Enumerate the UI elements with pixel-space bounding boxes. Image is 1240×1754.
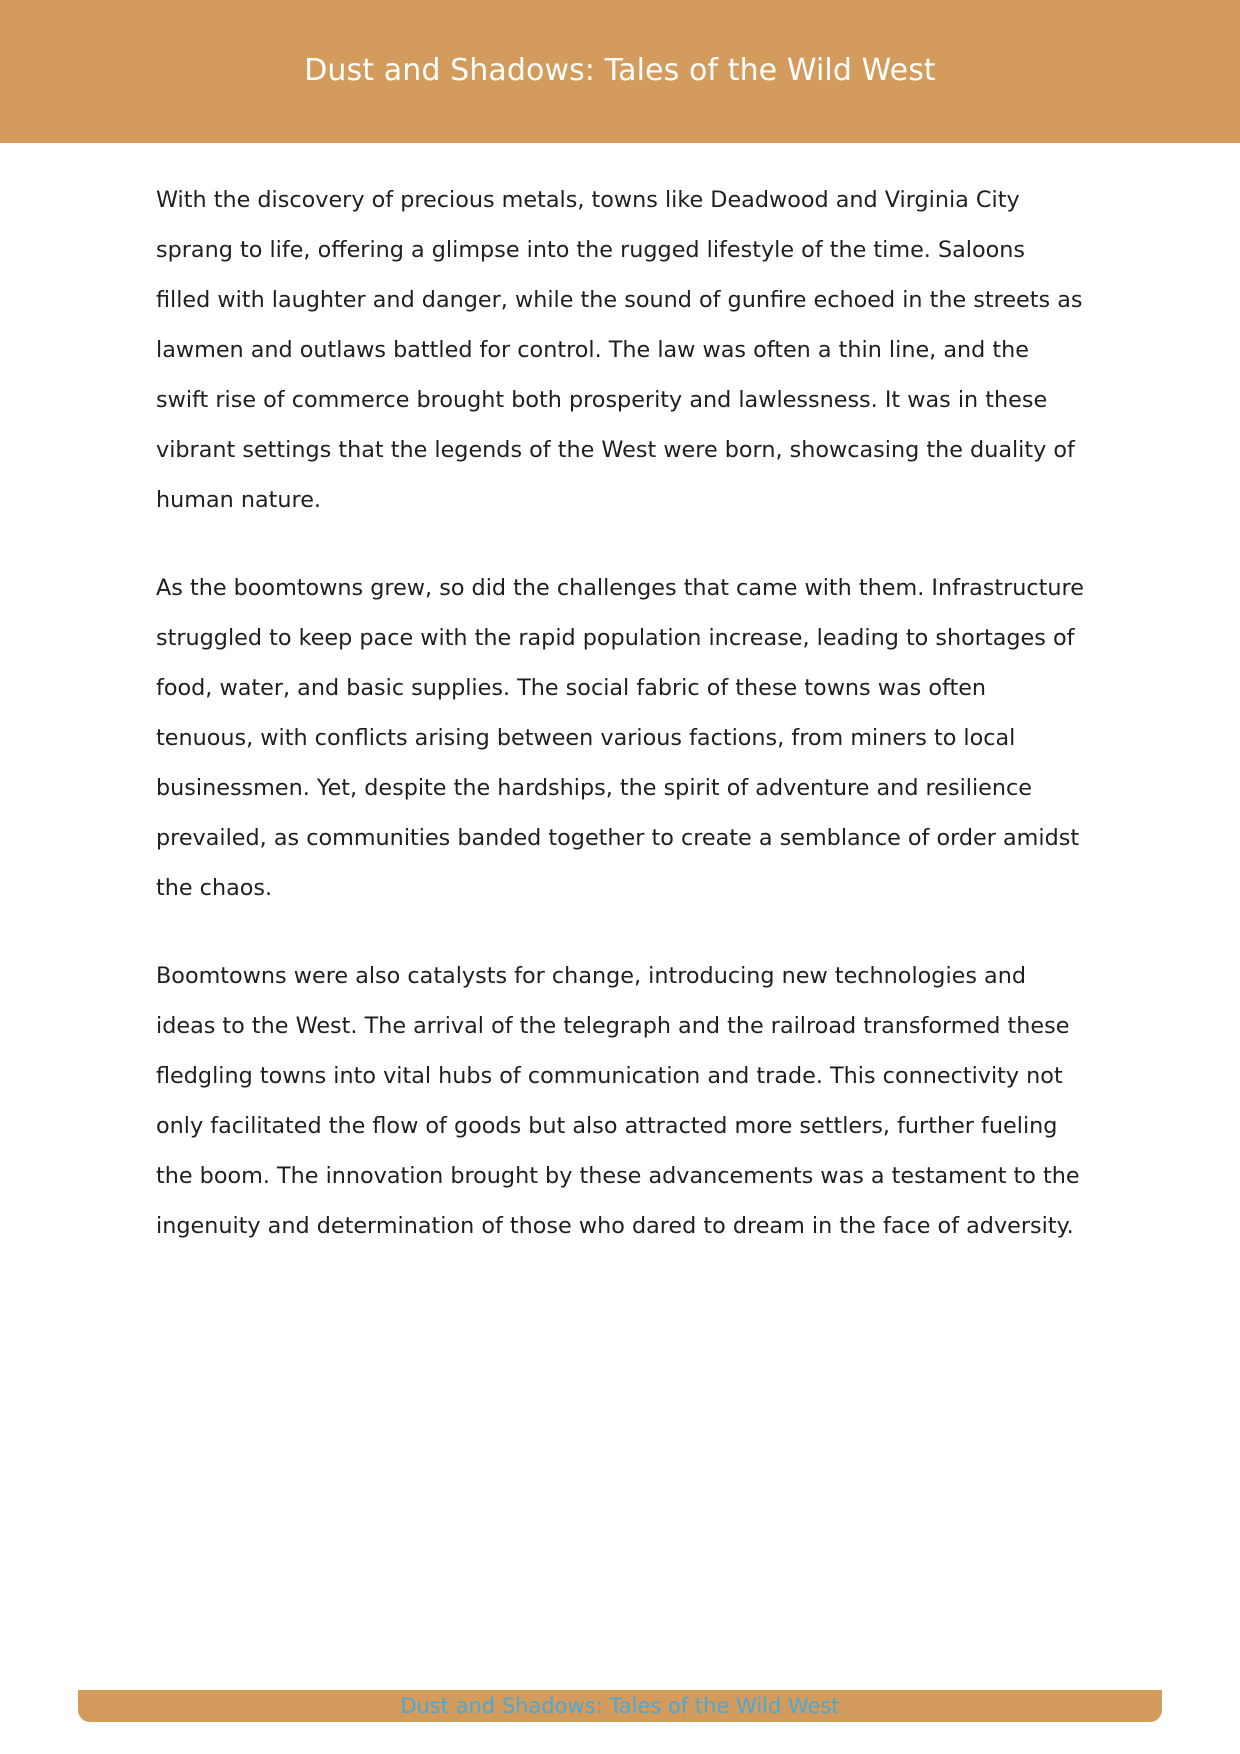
footer-title: Dust and Shadows: Tales of the Wild West: [400, 1694, 840, 1718]
body-paragraph: As the boomtowns grew, so did the challenges that came with them. Infrastructure struggled to keep pace with the rapid population increase, leading to shortages of food, water, and basic supplies. The social fabric of these towns was often tenuous, with conflicts arising between various factions, from miners to local businessmen. Yet, despite the hardships, the spirit of adventure and resilience prevailed, as communities banded together to create a semblance of order amidst the chaos.: [156, 575, 1084, 901]
body-paragraph: With the discovery of precious metals, towns like Deadwood and Virginia City sprang to life, offering a glimpse into the rugged lifestyle of the time. Saloons filled with laughter and danger, while the sound of gunfire echoed in the streets as lawmen and outlaws battled for control. The law was often a thin line, and the swift rise of commerce brought both prosperity and lawlessness. It was in these vibrant settings that the legends of the West were born, showcasing the duality of human nature.: [156, 187, 1083, 513]
page-title: Dust and Shadows: Tales of the Wild West: [304, 53, 936, 88]
document-body: [156, 175, 1086, 1289]
page-footer: [78, 1690, 1162, 1722]
body-paragraph: Boomtowns were also catalysts for change, introducing new technologies and ideas to the West. The arrival of the telegraph and the railroad transformed these fledgling towns into vital hubs of communication and trade. This connectivity not only facilitated the flow of goods but also attracted more settlers, further fueling the boom. The innovation brought by these advancements was a testament to the ingenuity and determination of those who dared to dream in the face of adversity.: [156, 963, 1080, 1239]
page-header: [0, 0, 1240, 143]
